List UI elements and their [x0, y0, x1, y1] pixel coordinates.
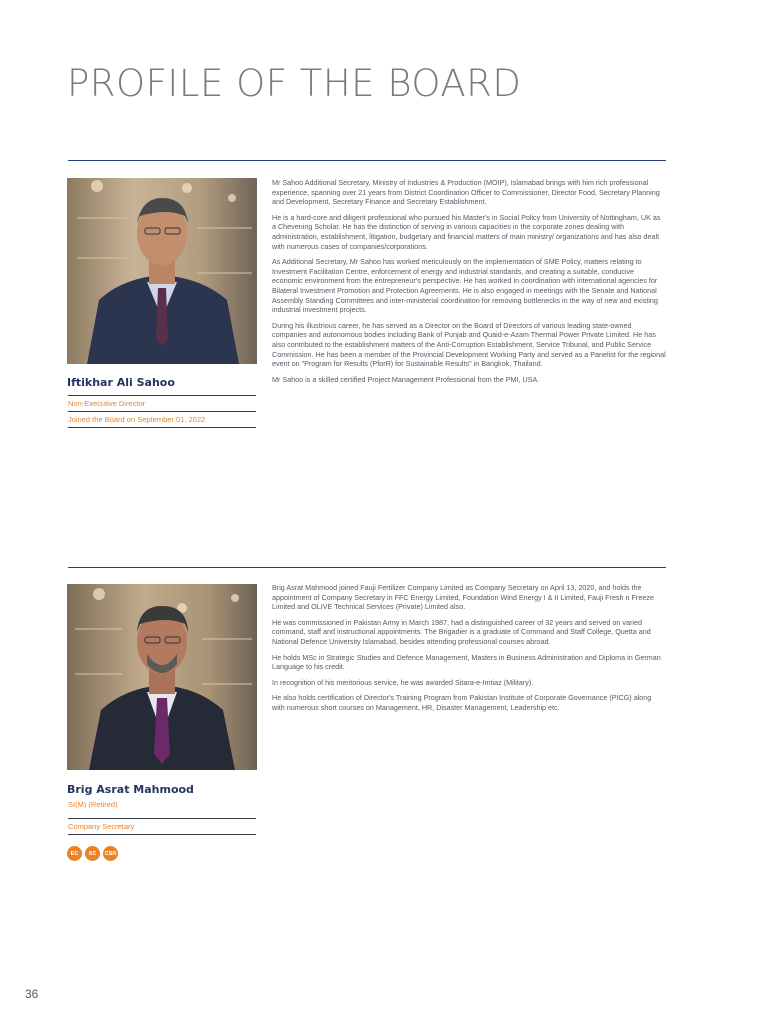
bio-paragraph: In recognition of his meritorious service, he was awarded Sitara-e-Imtiaz (Military). [272, 677, 534, 687]
secretary-name: Brig Asrat Mahmood [67, 783, 194, 796]
bio-paragraph: He also holds certification of Director's Training Program from Pakistan Institute of Corporate Governance (PICG) along with numerous short courses on Management, HR, Disaster Management, Leadership etc. [272, 693, 652, 712]
bio-paragraph: During his illustrious career, he has served as a Director on the Board of Directors of various leading state-owned companies and autonomous bodies including Bank of Punjab and Quaid-e-Azam Thermal Power Private Limited. He has also contributed to the establishment matters of the Anti-Corruption Establishment, Service Tribunal, and Public Service Commission. He has been a member of the Provincial Development Working Party and served as a Panelist for the regional event on "Program for Results (PforR) for Sustainable Results" in Bangkok, Thailand. [272, 320, 666, 369]
joined-date: Joined the Board on September 01, 2022 [68, 411, 256, 428]
portrait-photo [67, 584, 257, 770]
committee-badge: SC [85, 846, 100, 861]
profile-meta [68, 395, 256, 428]
designation: Company Secretary [68, 818, 256, 835]
bio-paragraph: He is a hard-core and diligent professional who pursued his Master's in Social Policy from University of Nottingham, UK as a Chevening Scholar. He has the distinction of serving in various capacities in the corporate zones dealing with administration, establishment, litigation, budgetary and financial matters of main ministry/ organizations and has also dealt with numerous cases of companies/corporations. [272, 212, 661, 251]
section-divider [68, 567, 666, 568]
bio-paragraph: Mr Sahoo Additional Secretary, Ministry of Industries & Production (MOIP), Islamabad brings with him rich professional experience, spanning over 21 years from District Coordination Officer to Commissioner, Director Food, Secretary Planning and Development, Secretary Finance and Secretary Establishment. [272, 178, 660, 207]
page-title: PROFILE OF THE BOARD [67, 62, 522, 105]
section-divider [68, 160, 666, 161]
profile-meta [68, 797, 256, 835]
bio-paragraph: Mr Sahoo is a skilled certified Project Management Professional from the PMI, USA. [272, 374, 540, 384]
bio-paragraph: He was commissioned in Pakistan Army in March 1987, had a distinguished career of 32 years and served on varied command, staff and instructional appointments. The Brigadier is a graduate of Command and Staff College, Quetta and National Defence University Islamabad, besides attending professional courses abroad. [272, 617, 651, 646]
biography [272, 583, 666, 719]
portrait-photo [67, 178, 257, 364]
honour: SI(M) (Retired) [68, 800, 118, 809]
biography [272, 178, 666, 390]
committee-badges [67, 846, 118, 861]
director-name: Iftikhar Ali Sahoo [67, 376, 175, 389]
page-number: 36 [25, 987, 39, 1001]
bio-paragraph: He holds MSc in Strategic Studies and Defence Management, Masters in Business Administration and Diploma in German Language to his credit. [272, 652, 661, 672]
designation: Non-Executive Director [68, 395, 256, 411]
bio-paragraph: Brig Asrat Mahmood joined Fauji Fertilizer Company Limited as Company Secretary on April 13, 2020, and holds the appointment of Company Secretary in FFC Energy Limited, Foundation Wind Energy I & II Limited, Fauji Fresh n Freeze Limited and OLIVE Technical Services (Private) Limited also. [272, 583, 654, 612]
bio-paragraph: As Additional Secretary, Mr Sahoo has worked meticulously on the implementation of SME Policy, matters relating to Investment Facilitation Centre, enforcement of energy and industrial standards, and creating a suitable, conducive economic environment from the entrepreneur's perspective. He has worked in coordination with international agencies for Bilateral Investment Promotion and Protection Agreements. He is also engaged in meetings with the Senate and National Assembly Standing Committees and inter-ministerial coordination for removing bottlenecks in the way of new and existing industrial investment projects. [272, 257, 658, 315]
committee-badge: CSR [103, 846, 118, 861]
committee-badge: EC [67, 846, 82, 861]
